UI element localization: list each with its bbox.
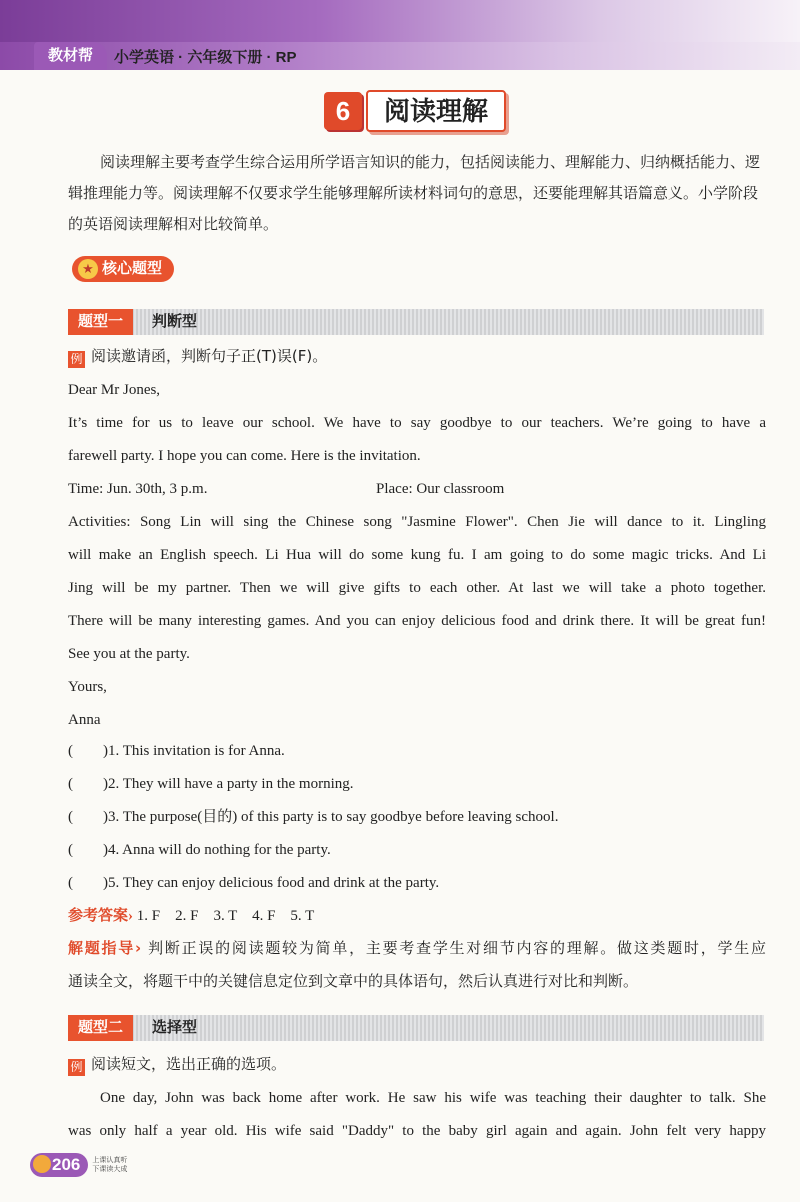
star-icon: ★: [78, 259, 98, 279]
answer-values: 1. F 2. F 3. T 4. F 5. T: [136, 908, 315, 924]
answer-label: 参考答案: [68, 906, 129, 924]
type1-bar: [68, 309, 764, 335]
type2-tag: 题型二: [68, 1015, 133, 1041]
question-item: ( )4. Anna will do nothing for the party.: [68, 842, 331, 858]
type2-bar: [68, 1015, 764, 1041]
question-item: ( )2. They will have a party in the morning.: [68, 776, 354, 792]
core-types-badge: [72, 256, 174, 282]
letter-line: Yours,: [68, 679, 107, 695]
brand-tab: 教材帮: [34, 42, 107, 70]
guide-text: 判断正误的阅读题较为简单，主要考查学生对细节内容的理解。做这类题时，学生应: [148, 939, 766, 957]
section-number: 6: [324, 92, 362, 130]
instruction-text: 阅读短文，选出正确的选项。: [91, 1055, 287, 1073]
book-title: 小学英语 · 六年级下册 · RP: [114, 49, 297, 66]
page-header: [0, 0, 800, 70]
page-number: 206: [52, 1155, 81, 1174]
section-label: 阅读理解: [366, 90, 506, 132]
arrow-icon: ›: [134, 939, 149, 957]
instruction-text: 阅读邀请函，判断句子正(T)误(F)。: [91, 347, 328, 365]
type2-name: 选择型: [152, 1019, 198, 1036]
type1-tag: 题型一: [68, 309, 133, 335]
example-icon: 例: [68, 1059, 85, 1076]
section-title: [324, 88, 506, 134]
guide-line-2: 通读全文，将题干中的关键信息定位到文章中的具体语句，然后认真进行对比和判断。: [68, 972, 639, 990]
intro-paragraph: 阅读理解主要考查学生综合运用所学语言知识的能力，包括阅读能力、理解能力、归纳概括能力、逻辑推理能力等。阅读理解不仅要求学生能够理解所读材料词句的意思，还要能理解其语篇意义。小学阶段的英语阅读理解相对比较简单。: [68, 153, 761, 233]
footer-slogan: [92, 1156, 127, 1174]
letter-line: will make an English speech. Li Hua will do some kung fu. I am going to do some magic tricks. And Li: [68, 547, 766, 563]
letter-line: Anna: [68, 712, 101, 728]
type1-name: 判断型: [152, 313, 198, 330]
arrow-icon: ›: [128, 908, 134, 924]
letter-line: farewell party. I hope you can come. Here is the invitation.: [68, 448, 421, 464]
type1-instruction: [68, 346, 766, 368]
slogan-line-2: 下课读大成: [92, 1165, 128, 1173]
page-number-badge: [30, 1153, 88, 1177]
mascot-icon: [33, 1155, 51, 1173]
letter-line: Dear Mr Jones,: [68, 382, 161, 398]
question-item: ( )5. They can enjoy delicious food and drink at the party.: [68, 875, 440, 891]
letter-line: There will be many interesting games. And you can enjoy delicious food and drink there. It will be great fun!: [68, 613, 766, 629]
type2-instruction: [68, 1054, 766, 1076]
core-badge-label: 核心题型: [102, 260, 163, 277]
page-footer: [30, 1150, 127, 1180]
question-item: ( )3. The purpose(目的) of this party is to say goodbye before leaving school.: [68, 809, 559, 825]
header-stripe: [0, 0, 800, 42]
letter-line: It’s time for us to leave our school. We have to say goodbye to our teachers. We’re going to have a: [68, 415, 766, 431]
letter-line: See you at the party.: [68, 646, 190, 662]
guide-line-1: [68, 938, 766, 958]
letter-line: Activities: Song Lin will sing the Chinese song "Jasmine Flower". Chen Jie will dance to it. Lingling: [68, 514, 766, 530]
letter-line: Jing will be my partner. Then we will give gifts to each other. At last we will take a photo together.: [68, 580, 766, 596]
question-item: ( )1. This invitation is for Anna.: [68, 743, 285, 759]
passage-line: One day, John was back home after work. He saw his wife was teaching their daughter to talk. She: [100, 1090, 766, 1106]
letter-time: Time: Jun. 30th, 3 p.m.: [68, 481, 208, 497]
guide-label: 解题指导: [68, 939, 135, 957]
letter-time-place: [68, 479, 766, 499]
example-icon: 例: [68, 351, 85, 368]
answer-line: [68, 905, 766, 926]
letter-place: Place: Our classroom: [376, 481, 505, 497]
slogan-line-1: 上课认真听: [92, 1156, 128, 1164]
passage-line: was only half a year old. His wife said "Daddy" to the baby girl again and again. John felt very happy: [68, 1123, 766, 1139]
